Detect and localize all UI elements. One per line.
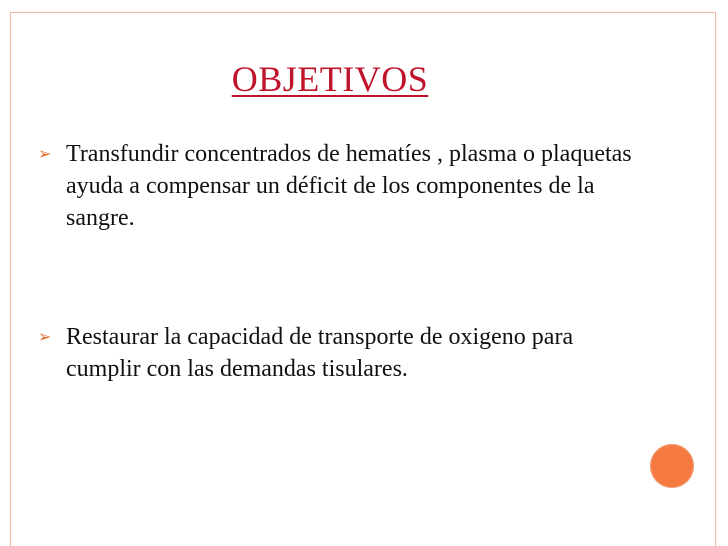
slide-title [0,58,660,100]
arrowhead-bullet-icon: ➢ [38,329,52,346]
slide-title-text: OBJETIVOS [231,59,429,99]
bullet-item [38,138,636,234]
bullet-text: Restaurar la capacidad de transporte de oxigeno para cumplir con las demandas tisulares. [66,324,574,382]
bullet-text: Transfundir concentrados de hematíes , plasma o plaquetas ayuda a compensar un déficit de los componentes de la sangre. [66,141,632,231]
bullet-item [38,321,636,385]
orange-circle-icon [650,444,694,488]
arrowhead-bullet-icon: ➢ [38,146,52,163]
